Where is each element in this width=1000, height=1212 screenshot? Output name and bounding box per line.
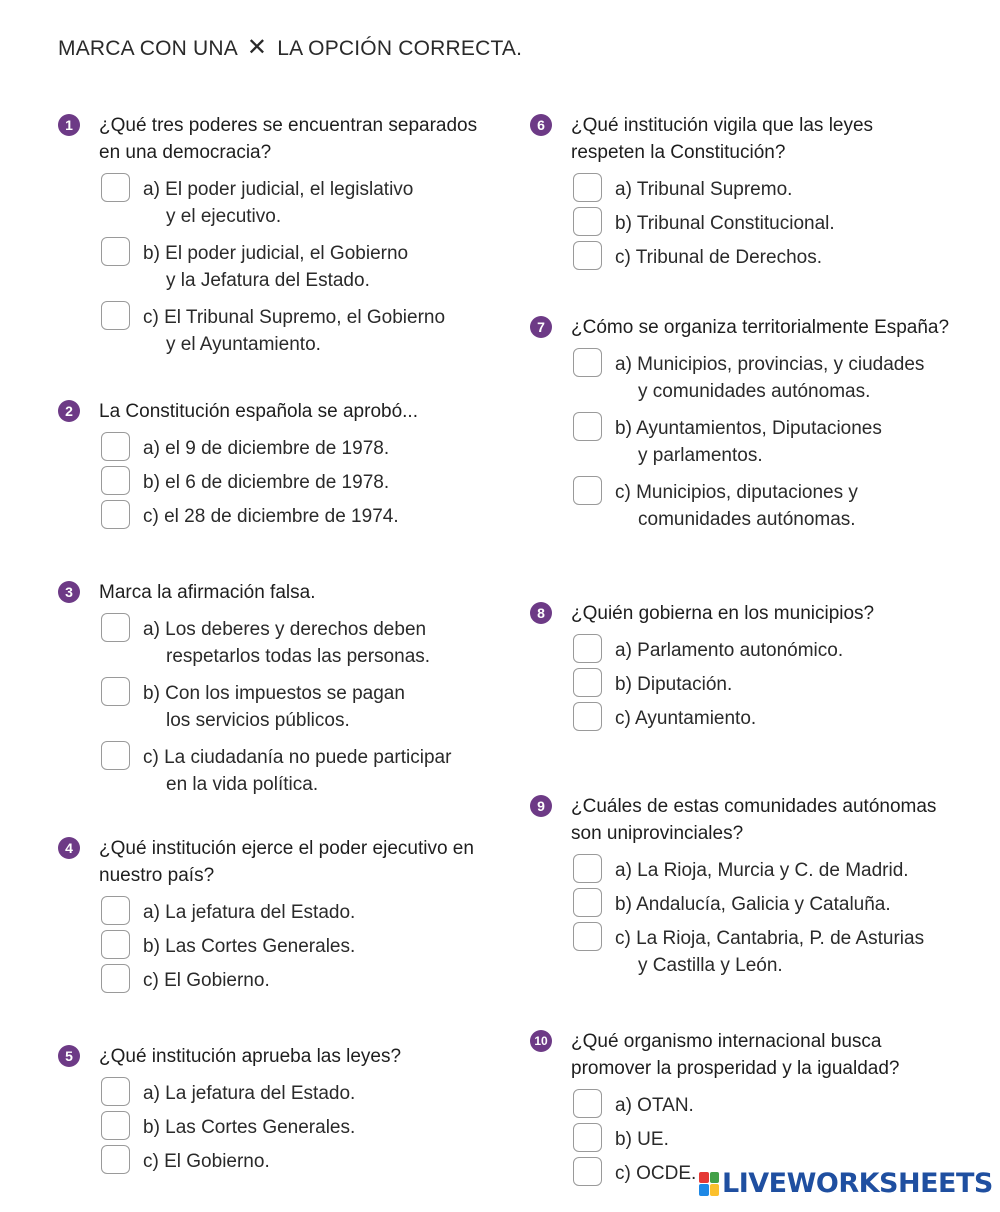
- answer-option[interactable]: [58, 1114, 478, 1141]
- option-text: [615, 210, 835, 237]
- question-header: [530, 600, 950, 627]
- answer-checkbox[interactable]: [101, 677, 130, 706]
- question-3: [58, 579, 478, 808]
- question-text: ¿Qué institución vigila que las leyes respeten la Constitución?: [571, 115, 874, 163]
- liveworksheets-brand: [697, 1166, 997, 1201]
- option-text: [143, 680, 405, 734]
- question-number-badge: 10: [530, 1030, 552, 1052]
- brand-name: LIVEWORKSHEETS: [722, 1168, 993, 1199]
- option-line-2: y el Ayuntamiento.: [166, 334, 321, 355]
- question-number-badge: 2: [58, 400, 80, 422]
- question-number-badge: 1: [58, 114, 80, 136]
- option-line-1: c) Tribunal de Derechos.: [615, 247, 822, 268]
- option-text: [615, 1092, 694, 1119]
- liveworksheets-logo-icon: [699, 1172, 719, 1196]
- answer-option[interactable]: [530, 415, 950, 469]
- answer-checkbox[interactable]: [101, 1111, 130, 1140]
- option-line-1: a) Municipios, provincias, y ciudades: [615, 354, 925, 375]
- question-number-badge: 5: [58, 1045, 80, 1067]
- question-number-badge: 4: [58, 837, 80, 859]
- answer-checkbox[interactable]: [101, 173, 130, 202]
- question-number-badge: 8: [530, 602, 552, 624]
- answer-options: [530, 351, 950, 533]
- question-text: ¿Quién gobierna en los municipios?: [571, 603, 875, 624]
- option-line-1: b) Con los impuestos se pagan: [143, 683, 405, 704]
- option-line-1: b) Las Cortes Generales.: [143, 936, 356, 957]
- answer-checkbox[interactable]: [573, 668, 602, 697]
- question-header: [58, 1043, 478, 1070]
- answer-checkbox[interactable]: [101, 466, 130, 495]
- answer-option[interactable]: [58, 899, 478, 926]
- question-header: [58, 398, 478, 425]
- answer-option[interactable]: [58, 967, 478, 994]
- answer-checkbox[interactable]: [101, 1145, 130, 1174]
- option-line-1: a) La jefatura del Estado.: [143, 1083, 356, 1104]
- option-line-1: c) Municipios, diputaciones y: [615, 482, 858, 503]
- option-text: [615, 176, 792, 203]
- option-line-2: los servicios públicos.: [166, 710, 350, 731]
- answer-option[interactable]: [58, 469, 478, 496]
- answer-option[interactable]: [530, 479, 950, 533]
- answer-option[interactable]: [58, 176, 478, 230]
- option-line-1: a) OTAN.: [615, 1095, 694, 1116]
- option-line-1: c) el 28 de diciembre de 1974.: [143, 506, 399, 527]
- question-header: [530, 112, 950, 166]
- answer-option[interactable]: [58, 1080, 478, 1107]
- question-2: [58, 398, 478, 537]
- option-line-1: b) Tribunal Constitucional.: [615, 213, 835, 234]
- option-line-2: en la vida política.: [166, 774, 319, 795]
- answer-checkbox[interactable]: [573, 854, 602, 883]
- answer-option[interactable]: [58, 744, 478, 798]
- answer-option[interactable]: [530, 176, 950, 203]
- answer-checkbox[interactable]: [101, 613, 130, 642]
- answer-checkbox[interactable]: [573, 412, 602, 441]
- answer-options: [58, 1080, 478, 1175]
- answer-option[interactable]: [530, 1126, 950, 1153]
- option-line-1: a) Los deberes y derechos deben: [143, 619, 427, 640]
- answer-checkbox[interactable]: [101, 964, 130, 993]
- option-text: [143, 967, 270, 994]
- question-5: [58, 1043, 478, 1182]
- option-text: [615, 891, 891, 918]
- option-line-1: a) La Rioja, Murcia y C. de Madrid.: [615, 860, 909, 881]
- question-header: [58, 579, 478, 606]
- question-text: La Constitución española se aprobó...: [99, 401, 418, 422]
- option-line-1: b) Ayuntamientos, Diputaciones: [615, 418, 882, 439]
- option-text: [143, 744, 451, 798]
- answer-options: [58, 176, 478, 358]
- answer-checkbox[interactable]: [573, 173, 602, 202]
- option-line-2: y Castilla y León.: [638, 955, 783, 976]
- question-8: [530, 600, 950, 739]
- question-text: ¿Cuáles de estas comunidades autónomas son uniprovinciales?: [571, 796, 937, 844]
- answer-options: [58, 899, 478, 994]
- question-6: [530, 112, 950, 278]
- answer-option[interactable]: [58, 616, 478, 670]
- option-text: [143, 933, 355, 960]
- answer-option[interactable]: [530, 671, 950, 698]
- option-text: [143, 1080, 355, 1107]
- question-text: ¿Qué tres poderes se encuentran separados en una democracia?: [99, 115, 478, 163]
- question-header: [58, 835, 478, 889]
- option-line-1: c) El Tribunal Supremo, el Gobierno: [143, 307, 446, 328]
- x-mark-icon: ✕: [246, 34, 268, 61]
- question-text: ¿Qué organismo internacional busca promover la prosperidad y la igualdad?: [571, 1031, 900, 1079]
- option-text: [143, 503, 399, 530]
- answer-checkbox[interactable]: [573, 634, 602, 663]
- instructions-title: [58, 33, 522, 62]
- answer-checkbox[interactable]: [101, 741, 130, 770]
- answer-option[interactable]: [530, 891, 950, 918]
- answer-options: [58, 435, 478, 530]
- answer-options: [58, 616, 478, 798]
- option-text: [615, 1160, 696, 1187]
- option-line-2: y el ejecutivo.: [166, 206, 282, 227]
- option-line-1: c) La Rioja, Cantabria, P. de Asturias: [615, 928, 925, 949]
- answer-checkbox[interactable]: [573, 1089, 602, 1118]
- option-line-1: c) La ciudadanía no puede participar: [143, 747, 452, 768]
- question-text: ¿Cómo se organiza territorialmente España?: [571, 317, 950, 338]
- answer-checkbox[interactable]: [101, 432, 130, 461]
- answer-option[interactable]: [58, 240, 478, 294]
- question-1: [58, 112, 478, 368]
- question-text: ¿Qué institución ejerce el poder ejecutivo en nuestro país?: [99, 838, 474, 886]
- question-number-badge: 6: [530, 114, 552, 136]
- answer-options: [530, 637, 950, 732]
- option-text: [143, 435, 389, 462]
- question-text: ¿Qué institución aprueba las leyes?: [99, 1046, 402, 1067]
- option-line-1: a) Parlamento autonómico.: [615, 640, 844, 661]
- option-text: [615, 925, 924, 979]
- option-text: [615, 244, 822, 271]
- answer-option[interactable]: [530, 351, 950, 405]
- answer-option[interactable]: [530, 705, 950, 732]
- answer-checkbox[interactable]: [101, 930, 130, 959]
- option-text: [615, 857, 909, 884]
- answer-checkbox[interactable]: [573, 348, 602, 377]
- option-text: [615, 479, 858, 533]
- answer-checkbox[interactable]: [101, 301, 130, 330]
- answer-option[interactable]: [530, 244, 950, 271]
- answer-checkbox[interactable]: [573, 476, 602, 505]
- question-number-badge: 3: [58, 581, 80, 603]
- option-text: [615, 1126, 669, 1153]
- option-text: [615, 637, 843, 664]
- question-header: [58, 112, 478, 166]
- answer-checkbox[interactable]: [101, 896, 130, 925]
- option-line-2: y comunidades autónomas.: [638, 381, 871, 402]
- option-text: [615, 351, 924, 405]
- option-line-1: b) El poder judicial, el Gobierno: [143, 243, 409, 264]
- answer-checkbox[interactable]: [573, 241, 602, 270]
- option-line-1: c) OCDE.: [615, 1163, 697, 1184]
- option-line-1: a) el 9 de diciembre de 1978.: [143, 438, 390, 459]
- answer-option[interactable]: [58, 435, 478, 462]
- answer-option[interactable]: [530, 637, 950, 664]
- option-line-2: comunidades autónomas.: [638, 509, 856, 530]
- answer-option[interactable]: [58, 1148, 478, 1175]
- answer-checkbox[interactable]: [101, 1077, 130, 1106]
- answer-checkbox[interactable]: [573, 1157, 602, 1186]
- answer-option[interactable]: [58, 503, 478, 530]
- option-text: [143, 469, 389, 496]
- question-4: [58, 835, 478, 1001]
- answer-option[interactable]: [530, 857, 950, 884]
- answer-checkbox[interactable]: [573, 702, 602, 731]
- option-line-1: b) UE.: [615, 1129, 669, 1150]
- answer-option[interactable]: [530, 210, 950, 237]
- option-text: [615, 705, 756, 732]
- option-text: [143, 240, 408, 294]
- question-7: [530, 314, 950, 543]
- option-text: [143, 1148, 270, 1175]
- answer-options: [530, 176, 950, 271]
- option-line-1: c) El Gobierno.: [143, 1151, 270, 1172]
- answer-checkbox[interactable]: [573, 922, 602, 951]
- option-line-2: y parlamentos.: [638, 445, 763, 466]
- answer-checkbox[interactable]: [101, 237, 130, 266]
- option-text: [143, 304, 445, 358]
- answer-checkbox[interactable]: [101, 500, 130, 529]
- option-text: [143, 616, 430, 670]
- question-header: [530, 793, 950, 847]
- question-number-badge: 9: [530, 795, 552, 817]
- option-line-1: b) Andalucía, Galicia y Cataluña.: [615, 894, 891, 915]
- title-text-part1: MARCA CON UNA: [58, 37, 237, 60]
- option-text: [615, 415, 882, 469]
- option-line-1: c) El Gobierno.: [143, 970, 270, 991]
- option-line-1: a) El poder judicial, el legislativo: [143, 179, 414, 200]
- answer-option[interactable]: [58, 933, 478, 960]
- title-text-part2: LA OPCIÓN CORRECTA.: [277, 37, 523, 60]
- question-header: [530, 314, 950, 341]
- option-line-1: b) Las Cortes Generales.: [143, 1117, 356, 1138]
- option-line-1: b) el 6 de diciembre de 1978.: [143, 472, 390, 493]
- option-text: [615, 671, 732, 698]
- option-line-2: respetarlos todas las personas.: [166, 646, 431, 667]
- answer-option[interactable]: [58, 680, 478, 734]
- option-line-1: a) Tribunal Supremo.: [615, 179, 793, 200]
- answer-checkbox[interactable]: [573, 207, 602, 236]
- answer-checkbox[interactable]: [573, 1123, 602, 1152]
- question-header: [530, 1028, 950, 1082]
- answer-option[interactable]: [58, 304, 478, 358]
- option-line-2: y la Jefatura del Estado.: [166, 270, 370, 291]
- option-text: [143, 899, 355, 926]
- option-line-1: c) Ayuntamiento.: [615, 708, 757, 729]
- option-text: [143, 176, 413, 230]
- option-line-1: a) La jefatura del Estado.: [143, 902, 356, 923]
- question-9: [530, 793, 950, 989]
- question-number-badge: 7: [530, 316, 552, 338]
- answer-options: [530, 857, 950, 979]
- option-text: [143, 1114, 355, 1141]
- option-line-1: b) Diputación.: [615, 674, 733, 695]
- question-text: Marca la afirmación falsa.: [99, 582, 316, 603]
- answer-option[interactable]: [530, 925, 950, 979]
- answer-checkbox[interactable]: [573, 888, 602, 917]
- answer-option[interactable]: [530, 1092, 950, 1119]
